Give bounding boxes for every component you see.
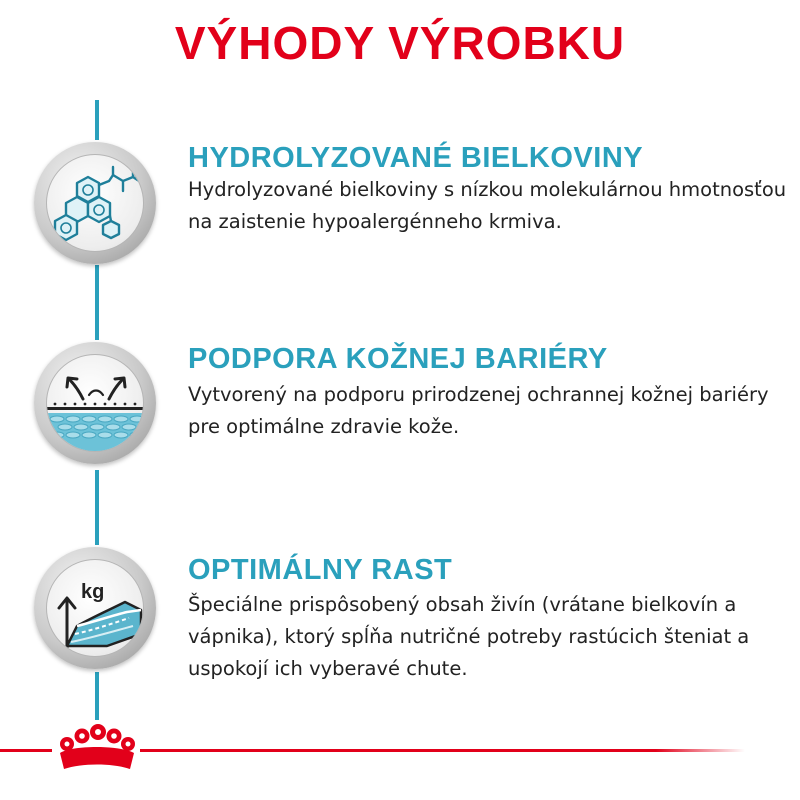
benefit-description: Špeciálne prispôsobený obsah živín (vrátane bielkovín a vápnika), ktorý spĺňa nutričné potreby rastúcich šteniat a uspokojí ich vyberavé chute. [188,593,750,680]
hydrolyzed-protein-molecule-icon [47,155,144,252]
timeline-segment [95,265,99,340]
svg-text:kg: kg [81,581,105,603]
benefit-description: Hydrolyzované bielkoviny s nízkou molekulárnou hmotnosťou na zaistenie hypoalergénneho krmiva. [188,178,787,233]
timeline-segment [95,470,99,545]
timeline-segment [95,100,99,140]
benefit-badge [34,547,156,669]
timeline-segment [95,672,99,720]
benefit-title: OPTIMÁLNY RAST [188,554,453,586]
benefit-badge [34,342,156,464]
benefit-title: PODPORA KOŽNEJ BARIÉRY [188,343,608,375]
growth-kg-icon [47,560,144,657]
royal-canin-crown-logo [52,723,140,775]
page-title: VÝHODY VÝROBKU [174,17,626,69]
skin-barrier-icon [47,355,144,452]
benefit-title: HYDROLYZOVANÉ BIELKOVINY [188,142,644,174]
benefit-description: Vytvorený na podporu prirodzenej ochrannej kožnej bariéry pre optimálne zdravie kože. [188,383,769,438]
benefit-badge [34,142,156,264]
